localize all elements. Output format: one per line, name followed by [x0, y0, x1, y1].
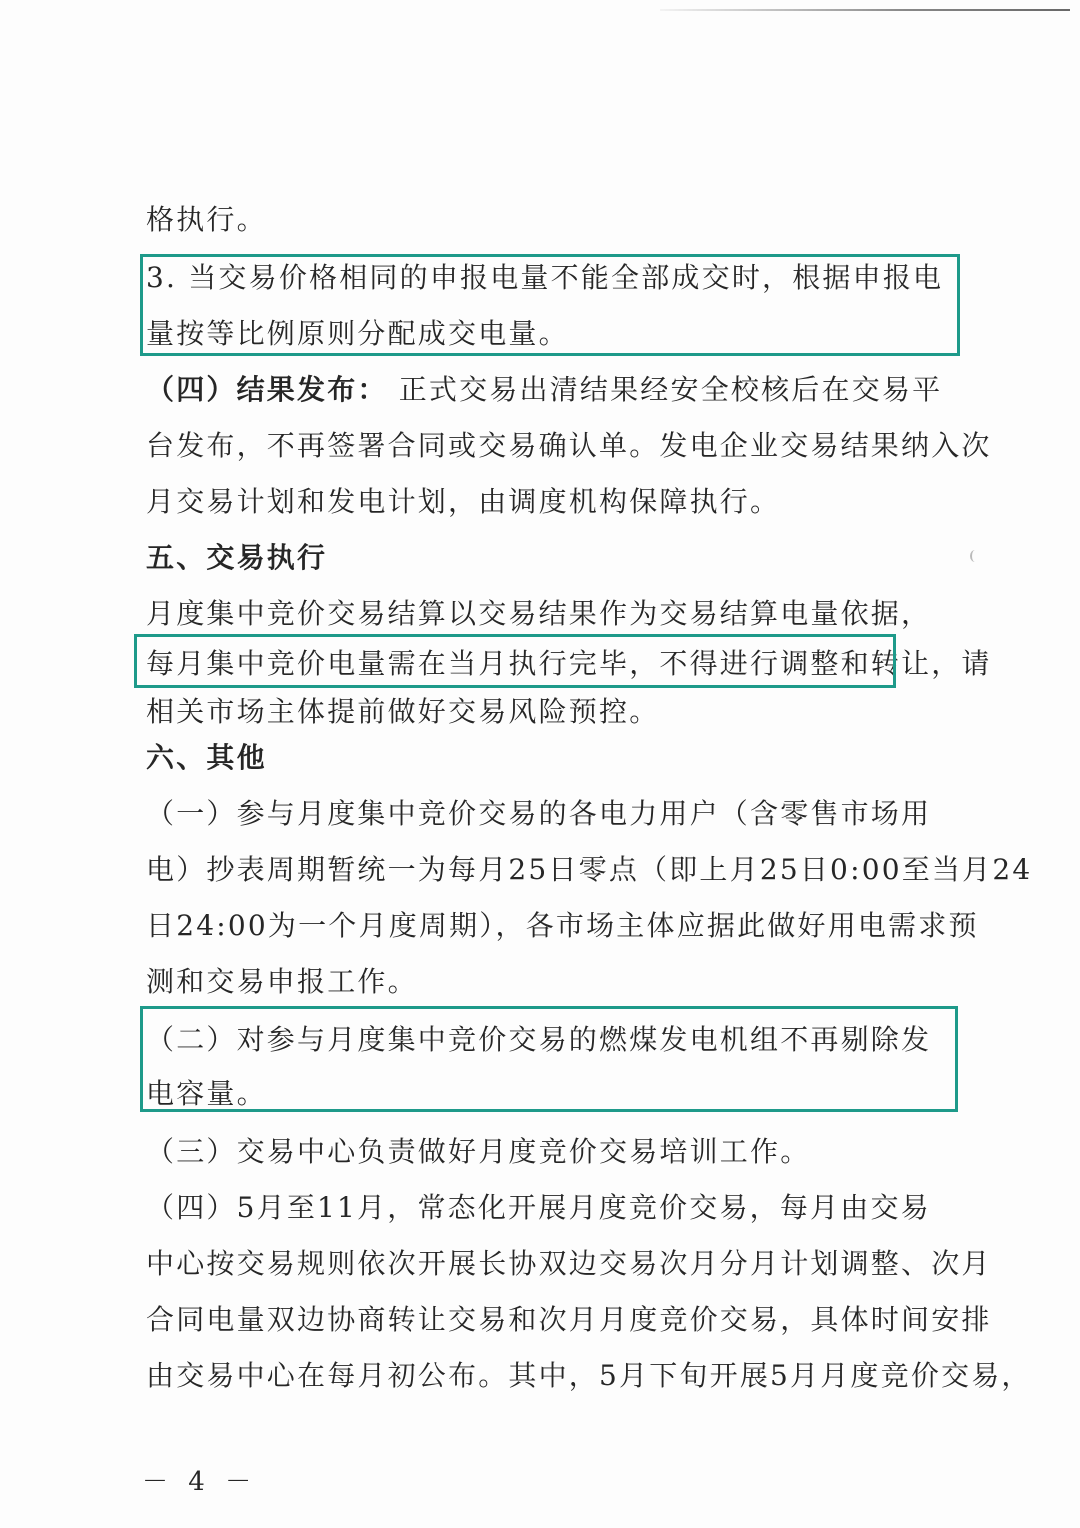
text-line-21: 合同电量双边协商转让交易和次月月度竞价交易，具体时间安排 [146, 1303, 992, 1336]
text-line-14: 日24:00为一个月度周期），各市场主体应据此做好用电需求预 [146, 909, 979, 942]
text-line-4 [146, 370, 942, 410]
text-line-5: 台发布，不再签署合同或交易确认单。发电企业交易结果纳入次 [146, 429, 992, 462]
text-line-3: 量按等比例原则分配成交电量。 [146, 317, 569, 350]
scan-edge-line [660, 9, 1070, 11]
text-line-12: （一）参与月度集中竞价交易的各电力用户（含零售市场用 [146, 797, 932, 830]
page-number: － 4 － [142, 1467, 258, 1497]
text-line-9: 每月集中竞价电量需在当月执行完毕，不得进行调整和转让，请 [146, 647, 992, 680]
scan-speck [970, 550, 980, 562]
text-line-1: 格执行。 [146, 203, 267, 236]
text-line-13: 电）抄表周期暂统一为每月25日零点（即上月25日0:00至当月24 [146, 853, 1033, 886]
text-line-10: 相关市场主体提前做好交易风险预控。 [146, 695, 660, 728]
text-line-18: （三）交易中心负责做好月度竞价交易培训工作。 [146, 1135, 811, 1168]
section-heading-result-publish: （四）结果发布： [146, 373, 388, 406]
text-line-15: 测和交易申报工作。 [146, 965, 418, 998]
text-line-22: 由交易中心在每月初公布。其中，5月下旬开展5月月度竞价交易， [146, 1359, 1032, 1392]
text-line-8: 月度集中竞价交易结算以交易结果作为交易结算电量依据， [146, 597, 932, 630]
text-line-4-body: 正式交易出清结果经安全校核后在交易平 [387, 373, 943, 406]
section-heading-6: 六、其他 [146, 741, 267, 774]
text-line-17: 电容量。 [146, 1077, 267, 1110]
section-heading-5: 五、交易执行 [146, 541, 328, 574]
text-line-6: 月交易计划和发电计划，由调度机构保障执行。 [146, 485, 781, 518]
text-line-20: 中心按交易规则依次开展长协双边交易次月分月计划调整、次月 [146, 1247, 992, 1280]
text-line-19: （四）5月至11月，常态化开展月度竞价交易，每月由交易 [146, 1191, 931, 1224]
text-line-16: （二）对参与月度集中竞价交易的燃煤发电机组不再剔除发 [146, 1023, 932, 1056]
text-line-2: 3. 当交易价格相同的申报电量不能全部成交时，根据申报电 [146, 261, 944, 294]
